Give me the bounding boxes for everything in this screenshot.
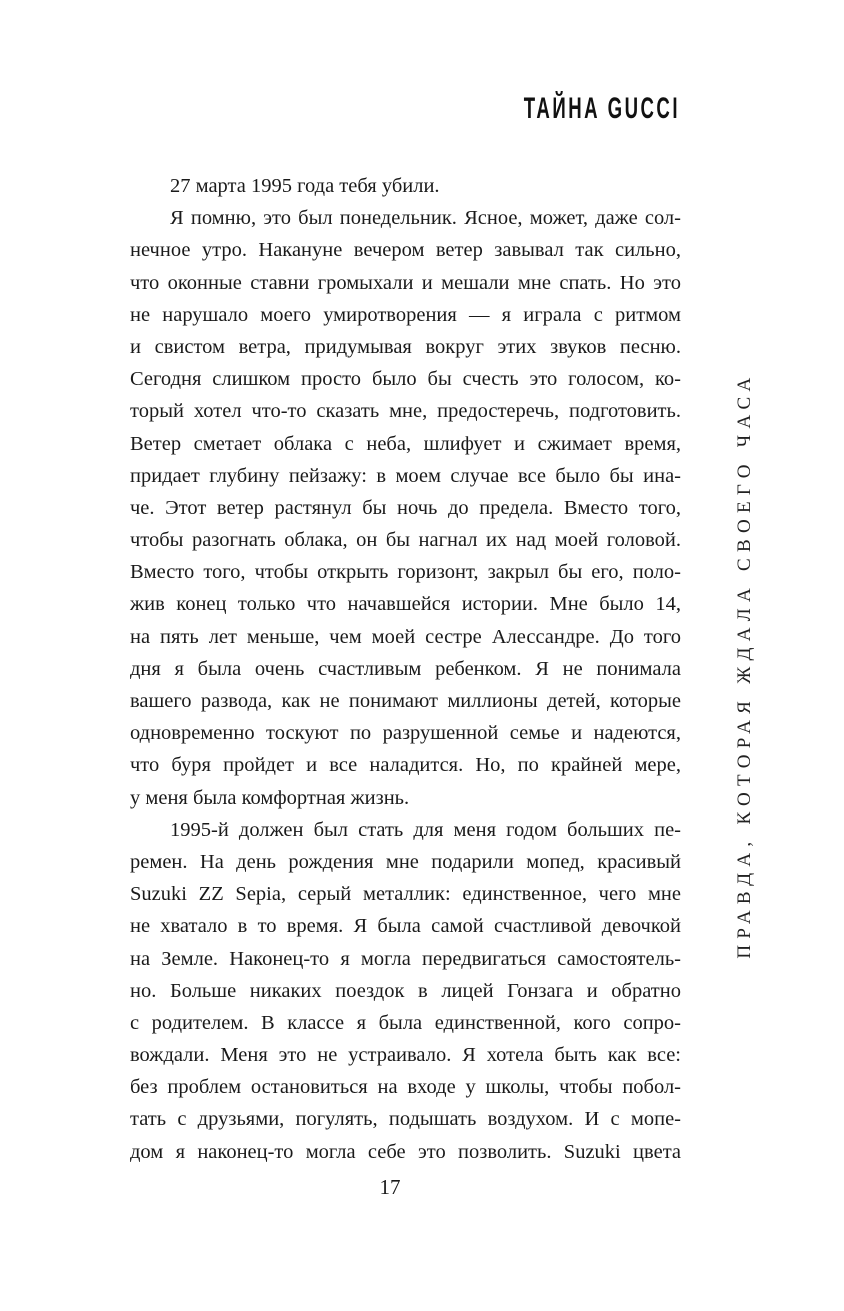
- text-line: Ветер сметает облака с неба, шлифует и сжимает время,: [130, 432, 681, 455]
- text-line: что оконные ставни громыхали и мешали мне спать. Но это: [130, 271, 681, 294]
- text-line: жив конец только что начавшейся истории. Мне было 14,: [130, 593, 681, 616]
- page-number: 17: [379, 1175, 401, 1199]
- text-line: что буря пройдет и все наладится. Но, по крайней мере,: [130, 754, 681, 777]
- text-line: не нарушало моего умиротворения — я играла с ритмом: [130, 303, 681, 326]
- text-line: вашего развода, как не понимают миллионы детей, которые: [130, 690, 681, 712]
- side-title: ПРАВДА, КОТОРАЯ ЖДАЛА СВОЕГО ЧАСА: [734, 371, 755, 959]
- text-line: без проблем остановиться на входе у школы, чтобы побол-: [130, 1076, 681, 1099]
- paragraph: [130, 202, 681, 814]
- text-line: Я помню, это был понедельник. Ясное, может, даже сол-: [170, 207, 681, 230]
- text-line: чтобы разогнать облака, он бы нагнал их над моей головой.: [130, 529, 681, 552]
- text-line: ремен. На день рождения мне подарили мопед, красивый: [130, 850, 681, 873]
- text-line: на пять лет меньше, чем моей сестре Алессандре. До того: [130, 625, 681, 648]
- text-line: нечное утро. Накануне вечером ветер завывал так сильно,: [130, 239, 681, 262]
- text-line: Вместо того, чтобы открыть горизонт, закрыл бы его, поло-: [130, 561, 681, 584]
- text-line: Сегодня слишком просто было бы счесть это голосом, ко-: [130, 368, 681, 391]
- text-line: дом я наконец-то могла себе это позволить. Suzuki цвета: [130, 1140, 681, 1163]
- text-line: тать с друзьями, погулять, подышать воздухом. И с мопе-: [130, 1108, 681, 1131]
- text-line: и свистом ветра, придумывая вокруг этих звуков песню.: [130, 335, 681, 358]
- body-text: [130, 170, 681, 1168]
- text-line: 27 марта 1995 года тебя убили.: [170, 175, 440, 197]
- text-line: одновременно тоскуют по разрушенной семье и надеются,: [130, 722, 681, 745]
- text-line: торый хотел что-то сказать мне, предостеречь, подготовить.: [130, 400, 681, 423]
- running-head: ТАЙНА GUCCI: [523, 92, 680, 125]
- text-line: Suzuki ZZ Sepia, серый металлик: единственное, чего мне: [130, 883, 681, 906]
- text-line: на Земле. Наконец-то я могла передвигаться самостоятель-: [130, 947, 681, 970]
- text-line: не хватало в то время. Я была самой счастливой девочкой: [130, 915, 681, 938]
- paragraph: [130, 170, 681, 202]
- text-line: но. Больше никаких поездок в лицей Гонзага и обратно: [130, 979, 681, 1002]
- text-line: вождали. Меня это не устраивало. Я хотела быть как все:: [130, 1044, 681, 1067]
- text-line: с родителем. В классе я была единственной, кого сопро-: [130, 1011, 681, 1034]
- text-line: дня я была очень счастливым ребенком. Я не понимала: [130, 657, 681, 680]
- paragraph: [130, 814, 681, 1168]
- text-line: у меня была комфортная жизнь.: [130, 786, 410, 809]
- text-line: че. Этот ветер растянул бы ночь до предела. Вместо того,: [130, 496, 681, 519]
- text-line: 1995-й должен был стать для меня годом больших пе-: [170, 818, 681, 841]
- text-line: придает глубину пейзажу: в моем случае все было бы ина-: [130, 464, 681, 487]
